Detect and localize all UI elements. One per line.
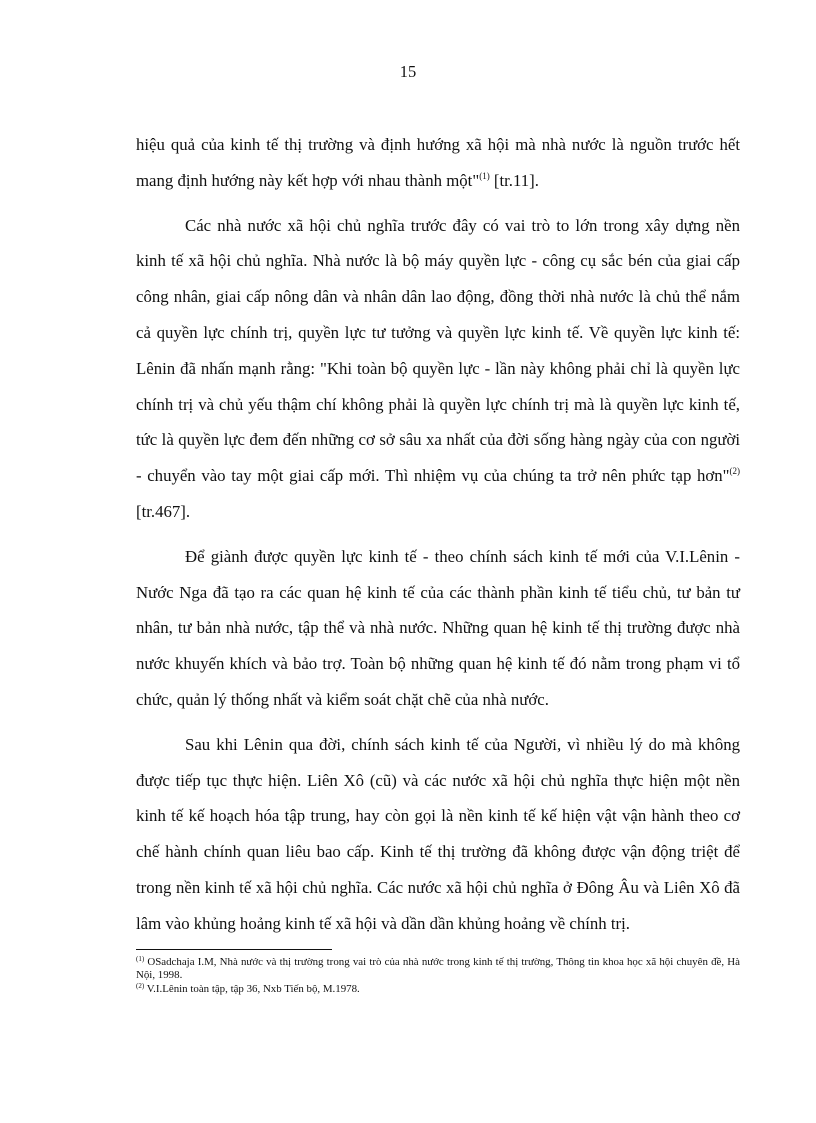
paragraph-text: Các nhà nước xã hội chủ nghĩa trước đây có vai trò to lớn trong xây dựng nền kinh tế xã hội chủ nghĩa. Nhà nước là bộ máy quyền lực - công cụ sắc bén của giai cấp công nhân, giai cấp nông dân và nhân dân lao động, đồng thời nhà nước là chủ thể nắm cả quyền lực chính trị, quyền lực tư tưởng và quyền lực kinh tế. Về quyền lực kinh tế: Lênin đã nhấn mạnh rằng: "Khi toàn bộ quyền lực - lần này không phải chỉ là quyền lực chính trị và chủ yếu thậm chí không phải là quyền lực chính trị mà là quyền lực kinh tế, tức là quyền lực đem đến những cơ sở sâu xa nhất của đời sống hàng ngày của con người - chuyển vào tay một giai cấp mới. Thì nhiệm vụ của chúng ta trở nên phức tạp hơn" bbox=[136, 215, 740, 486]
body-text bbox=[136, 127, 740, 942]
paragraph-4: Sau khi Lênin qua đời, chính sách kinh tế của Người, vì nhiều lý do mà không được tiếp tục thực hiện. Liên Xô (cũ) và các nước xã hội chủ nghĩa thực hiện một nền kinh tế kế hoạch hóa tập trung, hay còn gọi là nền kinh tế kế hiện vật vận hành theo cơ chế hành chính quan liêu bao cấp. Kinh tế thị trường đã không được vận động triệt để trong nền kinh tế xã hội chủ nghĩa. Các nước xã hội chủ nghĩa ở Đông Âu và Liên Xô đã lâm vào khủng hoảng kinh tế xã hội và dần dần khủng hoảng về chính trị. bbox=[136, 734, 740, 933]
footnotes bbox=[136, 956, 740, 996]
footnote-2 bbox=[136, 983, 740, 996]
footnote-mark: (1) bbox=[136, 955, 145, 963]
footnote-ref-1: (1) bbox=[479, 170, 490, 181]
paragraph-3: Để giành được quyền lực kinh tế - theo chính sách kinh tế mới của V.I.Lênin - Nước Nga đã tạo ra các quan hệ kinh tế của các thành phần kinh tế tiểu chủ, tư bản tư nhân, tư bản nhà nước, tập thể và nhà nước. Những quan hệ kinh tế thị trường được nhà nước khuyến khích và bảo trợ. Toàn bộ những quan hệ kinh tế đó nằm trong phạm vi tổ chức, quản lý thống nhất và kiểm soát chặt chẽ của nhà nước. bbox=[136, 546, 740, 709]
paragraph-text: hiệu quả của kinh tế thị trường và định hướng xã hội mà nhà nước là nguồn trước hết mang định hướng này kết hợp với nhau thành một" bbox=[136, 135, 740, 190]
footnote-divider bbox=[136, 949, 332, 950]
footnote-text: OSadchaja I.M, Nhà nước và thị trường trong vai trò của nhà nước trong kinh tế thị trường, Thông tin khoa học xã hội chuyên đề, Hà Nội, 1998. bbox=[136, 956, 740, 982]
citation: [tr.467]. bbox=[136, 501, 191, 521]
citation: [tr.11]. bbox=[489, 170, 539, 190]
paragraph-2 bbox=[136, 208, 740, 530]
footnote-mark: (2) bbox=[136, 981, 145, 990]
footnote-1 bbox=[136, 956, 740, 983]
footnote-ref-2: (2) bbox=[729, 466, 740, 477]
paragraph-1 bbox=[136, 127, 740, 199]
page-number: 15 bbox=[399, 62, 417, 81]
footnote-text: V.I.Lênin toàn tập, tập 36, Nxb Tiến bộ, M.1978. bbox=[144, 982, 360, 995]
